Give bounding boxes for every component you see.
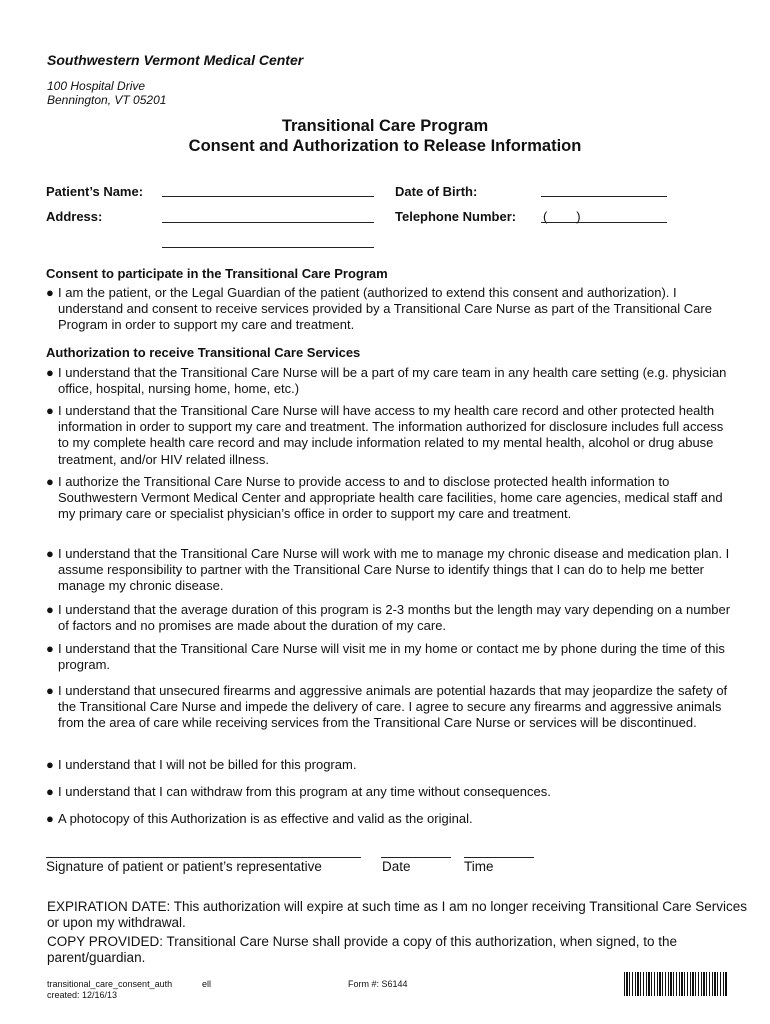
phone-line[interactable] [541,222,667,223]
address-line-1: 100 Hospital Drive [47,79,146,93]
bullet-text: I understand that I can withdraw from this program at any time without consequences. [58,784,551,799]
phone-label: Telephone Number: [395,209,517,224]
signature-line[interactable] [46,857,361,858]
time-label: Time [464,859,494,874]
bullet-text: A photocopy of this Authorization is as effective and valid as the original. [58,811,473,826]
date-line[interactable] [381,857,451,858]
auth-bullet-1 [46,365,736,397]
auth-bullet-7 [46,683,736,732]
bullet-icon: ● [46,365,54,380]
footer-initials: ell [202,979,212,989]
consent-bullet [46,285,736,334]
auth-bullet-5 [46,602,736,634]
expiration-notice: EXPIRATION DATE: This authorization will expire at such time as I am no longer receiving Transitional Care Services or upon my withdrawal. [47,899,748,930]
auth-bullet-2 [46,403,736,468]
bullet-text: I understand that the Transitional Care Nurse will work with me to manage my chronic disease and medication plan. I assume responsibility to partner with the Transitional Care Nurse to identify things that I can do to help me better manage my chronic disease. [58,546,730,594]
bullet-text: I understand that the Transitional Care Nurse will be a part of my care team in any health care setting (e.g. physician office, hospital, nursing home, home, etc.) [58,365,727,397]
auth-bullet-3 [46,474,736,523]
bullet-text: I understand that the average duration of this program is 2-3 months but the length may vary depending on a number of factors and no promises are made about the duration of my care. [58,602,731,634]
bullet-text: I understand that the Transitional Care Nurse will visit me in my home or contact me by phone during the time of this program. [58,641,725,673]
time-line[interactable] [464,857,534,858]
bullet-text: I understand that the Transitional Care Nurse will have access to my health care record and other protected health information in order to support my care and treatment. The information authorized for disclosure includes full access to my complete health care record and may include information related to my mental health, alcohol or drug abuse treatment, and/or HIV related illness. [58,403,724,467]
patient-name-label: Patient’s Name: [46,184,144,199]
footer-filename: transitional_care_consent_auth [47,979,173,989]
auth-bullet-8 [46,757,736,773]
patient-name-line[interactable] [162,196,374,197]
date-label: Date [382,859,411,874]
signature-label: Signature of patient or patient’s representative [46,859,322,874]
title-line-2: Consent and Authorization to Release Information [188,137,582,155]
dob-line[interactable] [541,196,667,197]
bullet-icon: ● [46,285,54,300]
auth-bullet-9 [46,784,736,800]
dob-label: Date of Birth: [395,184,478,199]
bullet-text: I am the patient, or the Legal Guardian of the patient (authorized to extend this consent and authorization). I understand and consent to receive services provided by a Transitional Care Nurse as part of the Transitional Care Program in order to support my care and treatment. [58,285,712,333]
bullet-text: I authorize the Transitional Care Nurse to provide access to and to disclose protected health information to Southwestern Vermont Medical Center and appropriate health care facilities, home care agencies, medical staff and my primary care or specialist physician’s office in order to support my care and treatment. [58,474,723,522]
consent-heading: Consent to participate in the Transitional Care Program [46,266,388,281]
bullet-icon: ● [46,784,54,799]
barcode-icon [624,972,727,996]
auth-bullet-6 [46,641,736,673]
bullet-icon: ● [46,602,54,617]
auth-bullet-10 [46,811,736,827]
bullet-icon: ● [46,641,54,656]
address-line-b[interactable] [162,247,374,248]
auth-bullet-4 [46,546,736,595]
footer-created: created: 12/16/13 [47,990,118,1000]
address-line-2: Bennington, VT 05201 [47,93,167,107]
bullet-icon: ● [46,546,54,561]
footer-form-number: Form #: S6144 [348,979,408,989]
bullet-icon: ● [46,683,54,698]
bullet-icon: ● [46,403,54,418]
authorization-heading: Authorization to receive Transitional Care Services [46,345,361,360]
bullet-icon: ● [46,474,54,489]
bullet-icon: ● [46,811,54,826]
address-label: Address: [46,209,103,224]
copy-provided-notice: COPY PROVIDED: Transitional Care Nurse shall provide a copy of this authorization, when signed, to the parent/guardian. [47,934,678,965]
bullet-icon: ● [46,757,54,772]
bullet-text: I understand that unsecured firearms and aggressive animals are potential hazards that may jeopardize the safety of the Transitional Care Nurse and impede the delivery of care. I agree to secure any firearms and aggressive animals from the area of care while receiving services from the Transitional Care Nurse or services will be discontinued. [58,683,728,731]
organization-name: Southwestern Vermont Medical Center [47,52,304,68]
title-line-1: Transitional Care Program [281,117,489,135]
bullet-text: I understand that I will not be billed for this program. [58,757,357,772]
phone-parens: ( ) [543,209,581,224]
address-line-a[interactable] [162,222,374,223]
